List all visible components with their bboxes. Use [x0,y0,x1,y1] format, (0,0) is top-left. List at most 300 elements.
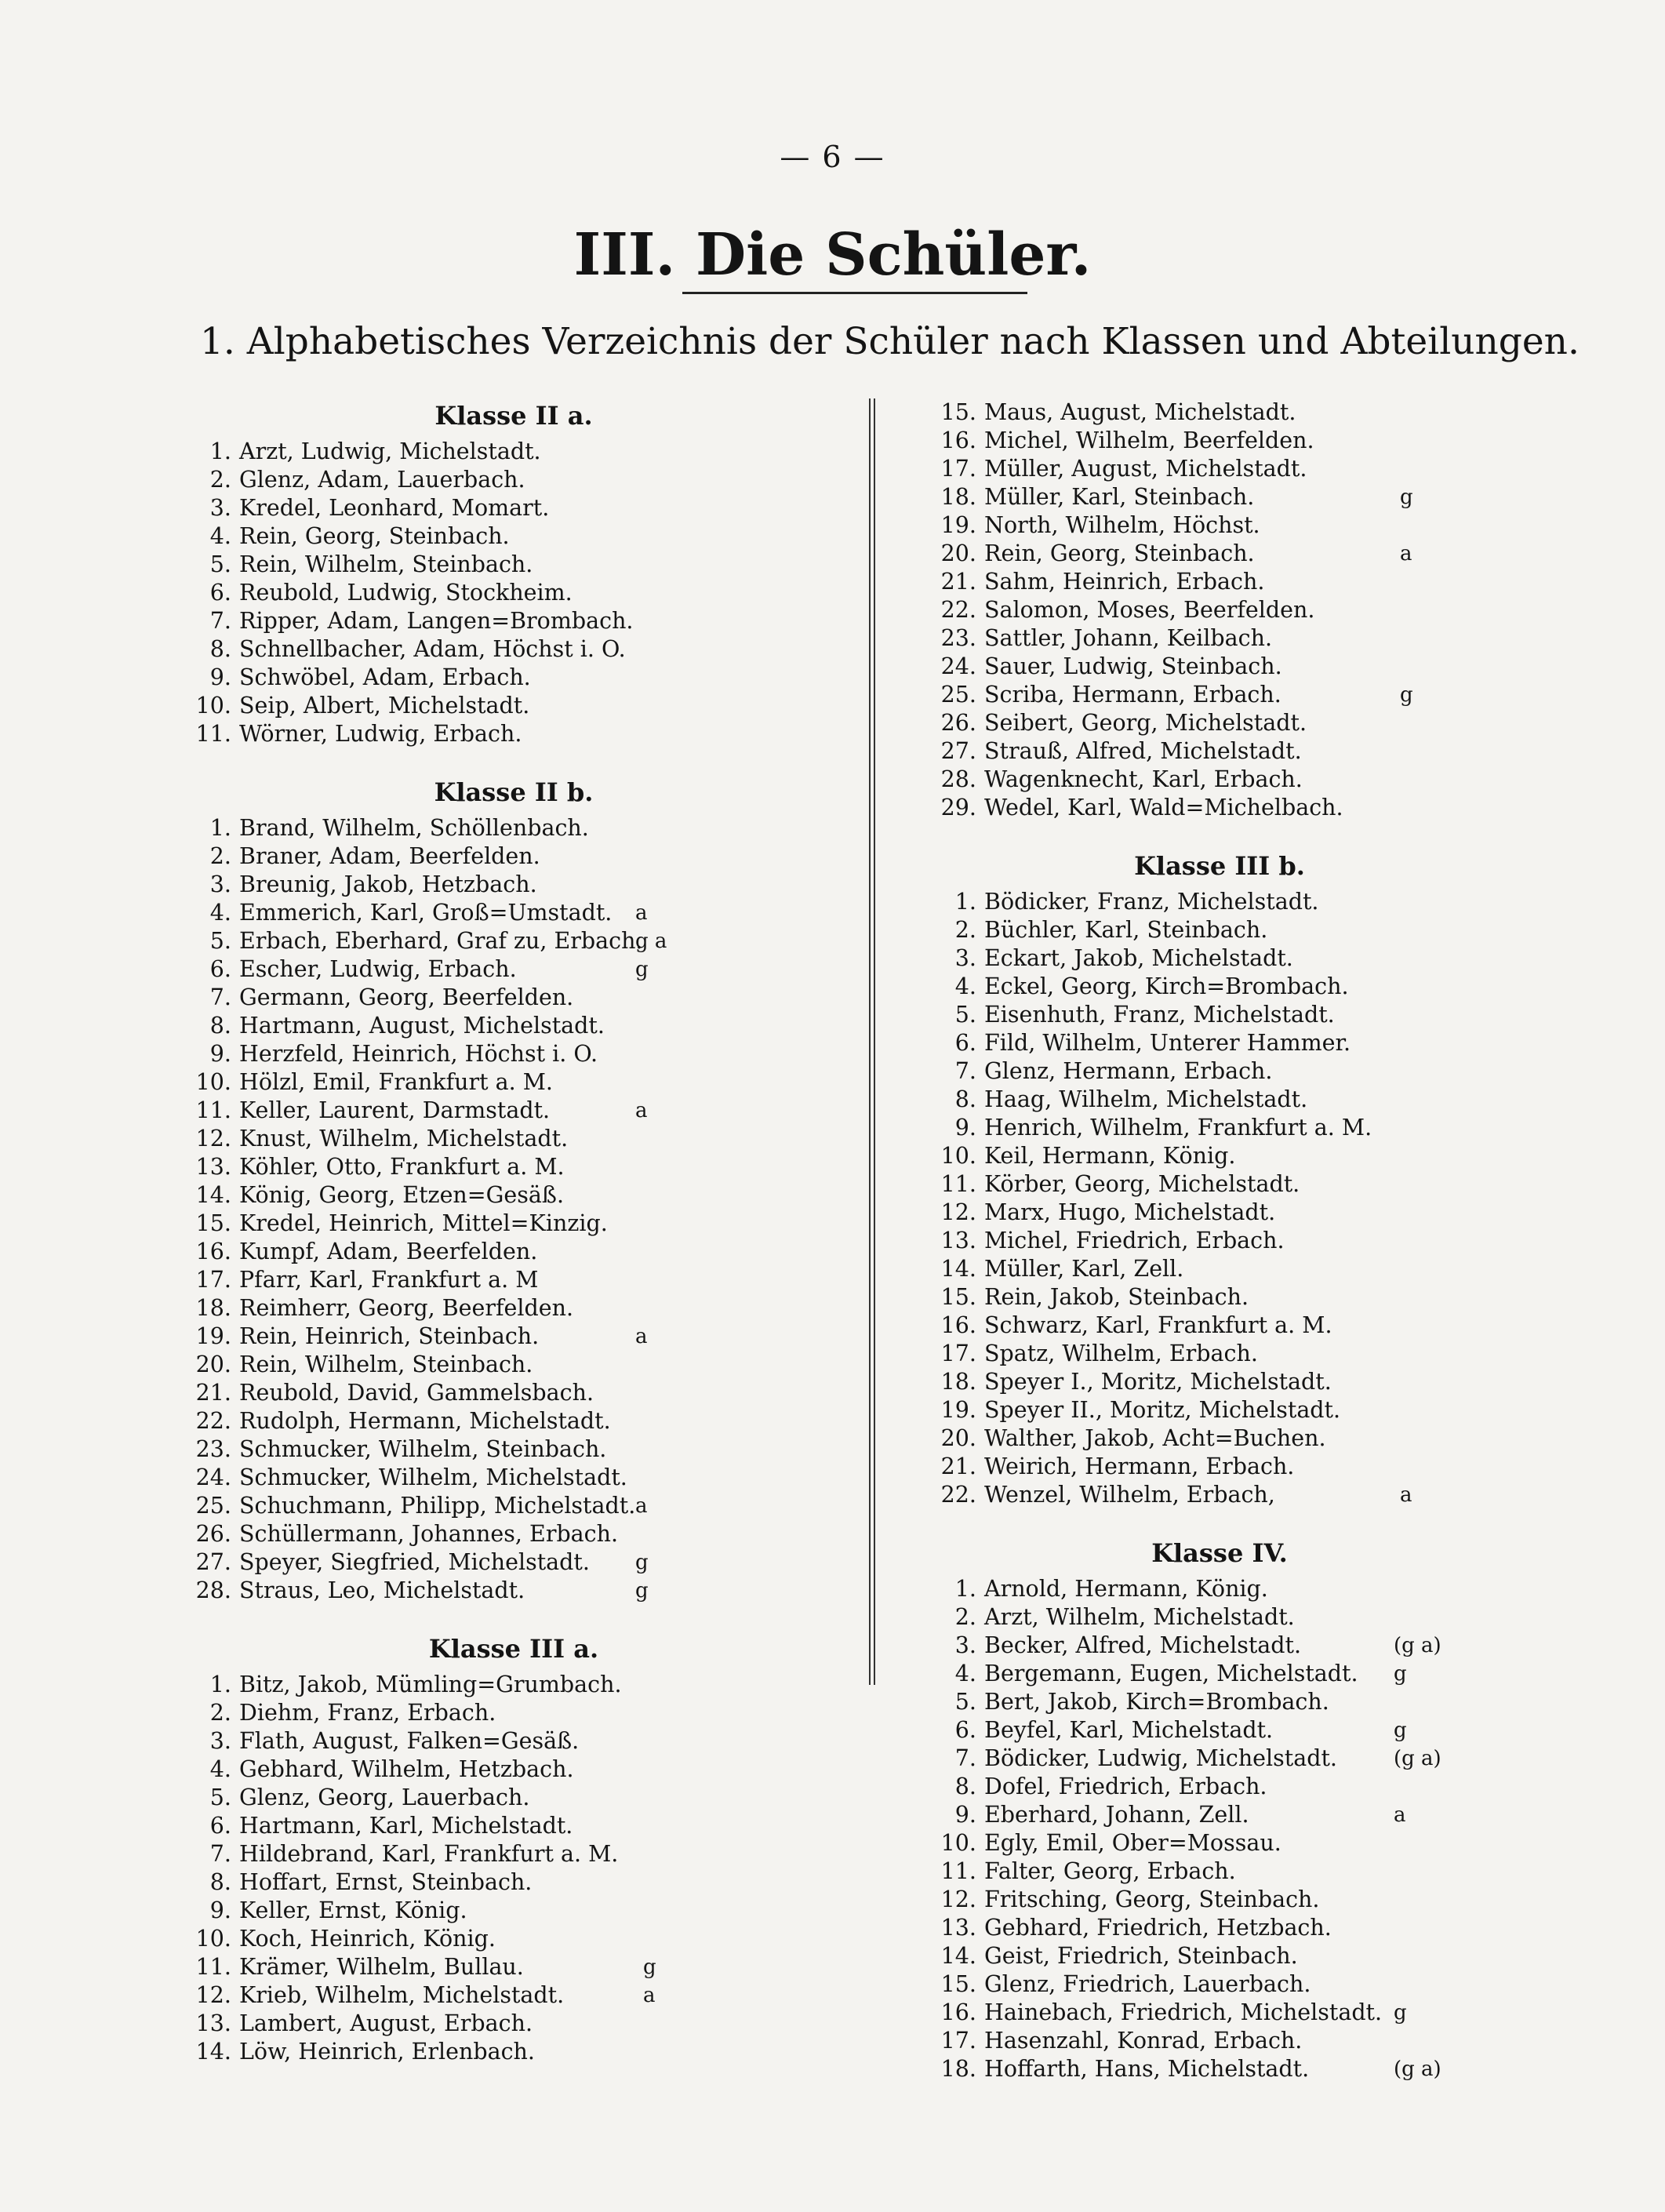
student-entry: Sattler, Johann, Keilbach. [984,625,1273,651]
student-number: 26. [940,710,976,736]
student-entry: Arzt, Ludwig, Michelstadt. [239,438,541,464]
student-number: 8. [209,1013,231,1039]
student-row [914,455,1525,483]
student-entry: Hasenzahl, Konrad, Erbach. [984,2028,1303,2054]
student-row [169,1727,859,1755]
student-row [169,1040,859,1068]
student-row [169,1322,859,1351]
student-number: 27. [195,1549,231,1575]
student-number: 9. [209,1897,231,1923]
student-number: 1. [209,438,231,464]
student-number: 11. [195,1097,231,1123]
student-row [914,1170,1525,1199]
class-heading-IIIb: Klasse III b. [1134,851,1305,881]
student-number: 1. [209,1672,231,1697]
student-row [914,2027,1525,2055]
class-heading-IIa: Klasse II a. [434,401,593,431]
student-number: 23. [940,625,976,651]
student-number: 20. [195,1352,231,1377]
student-row [914,1914,1525,1942]
student-entry: Escher, Ludwig, Erbach. [239,956,517,982]
student-number: 4. [209,523,231,549]
student-note-mark: a [635,1494,648,1518]
student-row [169,551,859,579]
student-row [169,1784,859,1812]
student-entry: Hartmann, Karl, Michelstadt. [239,1813,573,1839]
student-number: 21. [195,1380,231,1406]
student-entry: Spatz, Wilhelm, Erbach. [984,1341,1258,1366]
student-row [914,709,1525,737]
student-row [914,1632,1525,1660]
student-row [914,944,1525,973]
student-note-mark: a [643,1984,656,2007]
student-row [169,814,859,842]
student-entry: Kredel, Heinrich, Mittel=Kinzig. [239,1210,608,1236]
student-row [169,1351,859,1379]
student-entry: Schuchmann, Philipp, Michelstadt. [239,1493,636,1519]
student-number: 2. [209,843,231,869]
student-number: 22. [195,1408,231,1434]
student-list-IIIb [914,888,1525,1509]
student-row [914,1312,1525,1340]
student-entry: Salomon, Moses, Beerfelden. [984,597,1315,623]
student-row [914,1773,1525,1801]
student-number: 22. [940,1482,976,1508]
student-row [169,1068,859,1097]
student-row [169,2038,859,2066]
student-number: 14. [195,2039,231,2065]
student-number: 24. [195,1464,231,1490]
student-number: 7. [209,1841,231,1867]
student-entry: Strauß, Alfred, Michelstadt. [984,738,1302,764]
student-entry: Hartmann, August, Michelstadt. [239,1013,605,1039]
student-row [914,1114,1525,1142]
student-number: 20. [940,540,976,566]
student-row [914,1857,1525,1886]
student-entry: Sahm, Heinrich, Erbach. [984,569,1265,595]
student-entry: Eisenhuth, Franz, Michelstadt. [984,1002,1335,1028]
student-entry: Schmucker, Wilhelm, Michelstadt. [239,1464,627,1490]
student-row [169,1812,859,1840]
student-row [169,1238,859,1266]
student-number: 11. [940,1171,976,1197]
student-number: 25. [940,682,976,708]
student-row [169,579,859,607]
student-row [914,1829,1525,1857]
student-row [914,1970,1525,1999]
student-number: 3. [954,945,976,971]
student-number: 8. [209,1869,231,1895]
student-row [169,607,859,635]
student-entry: Schwöbel, Adam, Erbach. [239,664,531,690]
student-entry: Seip, Albert, Michelstadt. [239,693,530,719]
student-list-IIb [169,814,859,1605]
page-number: — 6 — [780,140,885,174]
student-number: 5. [209,551,231,577]
student-number: 5. [954,1002,976,1028]
student-entry: Bitz, Jakob, Mümling=Grumbach. [239,1672,622,1697]
student-row [914,1424,1525,1453]
student-entry: Keil, Hermann, König. [984,1143,1236,1169]
student-entry: Keller, Laurent, Darmstadt. [239,1097,551,1123]
student-row [914,540,1525,568]
student-number: 2. [209,1700,231,1726]
student-note-mark: g [1394,1719,1407,1742]
student-row [169,984,859,1012]
student-note-mark: g [1394,2001,1407,2025]
student-row [914,1001,1525,1029]
student-entry: Seibert, Georg, Michelstadt. [984,710,1307,736]
student-entry: Pfarr, Karl, Frankfurt a. M [239,1267,539,1293]
student-note-mark: a [635,901,648,925]
student-number: 16. [195,1239,231,1264]
student-note-mark: a [635,1099,648,1122]
student-number: 11. [195,1954,231,1980]
student-row [914,427,1525,455]
student-entry: Arnold, Hermann, König. [984,1576,1268,1602]
spacer [914,1509,1525,1533]
student-entry: Speyer II., Moritz, Michelstadt. [984,1397,1341,1423]
student-number: 13. [940,1915,976,1941]
student-row [914,1603,1525,1632]
student-entry: Breunig, Jakob, Hetzbach. [239,871,537,897]
student-entry: Becker, Alfred, Michelstadt. [984,1632,1302,1658]
student-row [914,916,1525,944]
student-number: 21. [940,569,976,595]
student-row [914,1396,1525,1424]
student-row [914,794,1525,822]
student-row [169,1925,859,1953]
student-number: 16. [940,1999,976,2025]
student-number: 9. [209,664,231,690]
student-number: 3. [209,495,231,521]
student-list-IIIa [169,1671,859,2066]
student-entry: Herzfeld, Heinrich, Höchst i. O. [239,1041,598,1067]
student-entry: Hildebrand, Karl, Frankfurt a. M. [239,1841,619,1867]
student-number: 6. [209,956,231,982]
student-row [914,2055,1525,2083]
student-entry: Sauer, Ludwig, Steinbach. [984,653,1282,679]
student-number: 12. [940,1199,976,1225]
student-row [914,1744,1525,1773]
student-row [169,842,859,871]
student-number: 6. [209,1813,231,1839]
student-entry: Wedel, Karl, Wald=Michelbach. [984,795,1343,820]
student-entry: König, Georg, Etzen=Gesäß. [239,1182,565,1208]
student-row [169,899,859,927]
student-entry: Körber, Georg, Michelstadt. [984,1171,1300,1197]
student-row [914,596,1525,624]
student-row [914,1688,1525,1716]
student-row [914,1340,1525,1368]
student-number: 26. [195,1521,231,1547]
student-number: 7. [209,984,231,1010]
student-entry: Glenz, Georg, Lauerbach. [239,1785,530,1810]
student-note-mark: a [1400,1483,1412,1507]
student-row [169,1097,859,1125]
student-note-mark: g a [635,930,667,953]
student-row [169,1153,859,1181]
student-entry: Henrich, Wilhelm, Frankfurt a. M. [984,1115,1372,1141]
student-row [914,1575,1525,1603]
student-note-mark: (g a) [1394,2057,1441,2081]
class-heading-IV: Klasse IV. [1151,1538,1288,1568]
student-number: 9. [209,1041,231,1067]
student-entry: Kredel, Leonhard, Momart. [239,495,550,521]
student-number: 5. [209,1785,231,1810]
student-number: 9. [954,1115,976,1141]
student-entry: Dofel, Friedrich, Erbach. [984,1774,1267,1799]
student-row [914,1999,1525,2027]
student-number: 27. [940,738,976,764]
student-note-mark: g [1400,486,1413,509]
student-entry: Walther, Jakob, Acht=Buchen. [984,1425,1326,1451]
student-number: 4. [954,973,976,999]
student-number: 15. [940,399,976,425]
student-entry: Braner, Adam, Beerfelden. [239,843,540,869]
student-entry: Arzt, Wilhelm, Michelstadt. [984,1604,1295,1630]
student-entry: Marx, Hugo, Michelstadt. [984,1199,1276,1225]
section-title: 1. Alphabetisches Verzeichnis der Schüler nach Klassen und Abteilungen. [200,320,1580,363]
student-row [914,483,1525,511]
student-row [169,466,859,494]
student-number: 17. [940,456,976,482]
student-entry: Koch, Heinrich, König. [239,1926,496,1952]
student-note-mark: a [1394,1803,1406,1827]
student-number: 10. [195,1069,231,1095]
student-row [914,1199,1525,1227]
student-number: 10. [940,1143,976,1169]
student-row [169,1577,859,1605]
student-number: 15. [195,1210,231,1236]
student-row [914,1942,1525,1970]
student-entry: Schmucker, Wilhelm, Steinbach. [239,1436,607,1462]
student-number: 12. [195,1982,231,2008]
student-entry: Hoffarth, Hans, Michelstadt. [984,2056,1310,2082]
student-row [914,624,1525,653]
student-entry: Fritsching, Georg, Steinbach. [984,1886,1320,1912]
student-number: 14. [940,1943,976,1969]
student-entry: Wörner, Ludwig, Erbach. [239,721,522,747]
student-row [914,888,1525,916]
student-row [169,1840,859,1868]
student-number: 19. [940,512,976,538]
student-entry: Rein, Jakob, Steinbach. [984,1284,1249,1310]
student-number: 17. [940,1341,976,1366]
spacer [169,1605,859,1628]
student-row [169,1868,859,1897]
student-row [169,1266,859,1294]
student-entry: Falter, Georg, Erbach. [984,1858,1236,1884]
student-number: 1. [954,889,976,915]
student-row [169,1125,859,1153]
student-row [914,1057,1525,1086]
student-entry: Michel, Friedrich, Erbach. [984,1228,1285,1253]
student-number: 5. [954,1689,976,1715]
student-entry: Beyfel, Karl, Michelstadt. [984,1717,1274,1743]
student-row [169,720,859,748]
student-number: 3. [954,1632,976,1658]
student-note-mark: g [635,1579,649,1603]
student-note-mark: a [1400,542,1412,566]
student-number: 6. [954,1717,976,1743]
chapter-title-rule [682,292,1027,294]
student-entry: Rein, Heinrich, Steinbach. [239,1323,540,1349]
student-number: 13. [940,1228,976,1253]
student-entry: Müller, Karl, Zell. [984,1256,1184,1282]
student-note-mark: a [635,1325,648,1348]
student-number: 12. [195,1126,231,1151]
student-number: 1. [209,815,231,841]
student-number: 3. [209,871,231,897]
student-row [914,511,1525,540]
student-entry: Bödicker, Ludwig, Michelstadt. [984,1745,1337,1771]
student-entry: Hoffart, Ernst, Steinbach. [239,1869,533,1895]
student-number: 15. [940,1284,976,1310]
student-row [914,1142,1525,1170]
student-entry: Müller, August, Michelstadt. [984,456,1307,482]
student-entry: Erbach, Eberhard, Graf zu, Erbach. [239,928,643,954]
student-row [914,1029,1525,1057]
student-number: 29. [940,795,976,820]
student-row [169,1012,859,1040]
student-entry: Krämer, Wilhelm, Bullau. [239,1954,524,1980]
student-row [169,1671,859,1699]
student-entry: Rein, Wilhelm, Steinbach. [239,1352,533,1377]
student-entry: Keller, Ernst, König. [239,1897,467,1923]
student-number: 18. [940,484,976,510]
student-entry: Bödicker, Franz, Michelstadt. [984,889,1319,915]
student-number: 4. [954,1661,976,1686]
student-row [169,1492,859,1520]
student-entry: Germann, Georg, Beerfelden. [239,984,574,1010]
student-number: 11. [940,1858,976,1884]
student-number: 17. [195,1267,231,1293]
student-number: 2. [954,917,976,943]
student-row [169,955,859,984]
student-note-mark: g [635,958,649,981]
student-row [169,1897,859,1925]
student-entry: Reimherr, Georg, Beerfelden. [239,1295,574,1321]
student-entry: Diehm, Franz, Erbach. [239,1700,496,1726]
student-row [169,2010,859,2038]
student-note-mark: g [1400,683,1413,707]
student-number: 14. [940,1256,976,1282]
student-row [914,398,1525,427]
student-number: 8. [954,1774,976,1799]
student-row [169,1435,859,1464]
spacer [169,748,859,772]
student-row [169,522,859,551]
student-entry: Flath, August, Falken=Gesäß. [239,1728,580,1754]
student-number: 11. [195,721,231,747]
student-row [914,1368,1525,1396]
student-entry: Glenz, Friedrich, Lauerbach. [984,1971,1311,1997]
student-number: 8. [954,1086,976,1112]
student-entry: Scriba, Hermann, Erbach. [984,682,1281,708]
student-number: 10. [940,1830,976,1856]
student-row [914,1716,1525,1744]
class-heading-IIIa: Klasse III a. [428,1634,599,1664]
student-row [914,737,1525,766]
student-entry: Hainebach, Friedrich, Michelstadt. [984,1999,1383,2025]
student-row [169,871,859,899]
student-number: 7. [209,608,231,634]
student-list-IIIa-continued [914,398,1525,822]
student-entry: Emmerich, Karl, Groß=Umstadt. [239,900,613,926]
student-entry: Weirich, Hermann, Erbach. [984,1453,1295,1479]
student-number: 19. [940,1397,976,1423]
student-row [169,1981,859,2010]
student-entry: Rein, Georg, Steinbach. [984,540,1255,566]
student-number: 18. [195,1295,231,1321]
student-row [914,568,1525,596]
student-entry: Schüllermann, Johannes, Erbach. [239,1521,619,1547]
student-row [914,1255,1525,1283]
student-row [169,1294,859,1322]
student-entry: Brand, Wilhelm, Schöllenbach. [239,815,589,841]
student-number: 28. [940,766,976,792]
column-divider [874,398,875,1685]
student-row [169,1379,859,1407]
student-note-mark: (g a) [1394,1634,1441,1657]
student-entry: Speyer I., Moritz, Michelstadt. [984,1369,1332,1395]
student-number: 16. [940,427,976,453]
column-divider [869,398,871,1685]
student-number: 4. [209,1756,231,1782]
student-entry: Ripper, Adam, Langen=Brombach. [239,608,634,634]
right-column [914,398,1525,2083]
student-entry: Eberhard, Johann, Zell. [984,1802,1249,1828]
student-row [169,927,859,955]
student-entry: Schwarz, Karl, Frankfurt a. M. [984,1312,1332,1338]
student-number: 23. [195,1436,231,1462]
student-number: 19. [195,1323,231,1349]
student-entry: Knust, Wilhelm, Michelstadt. [239,1126,569,1151]
student-number: 20. [940,1425,976,1451]
student-entry: Glenz, Hermann, Erbach. [984,1058,1273,1084]
student-row [914,1086,1525,1114]
student-number: 10. [195,693,231,719]
student-note-mark: g [643,1956,656,1979]
student-entry: Bergemann, Eugen, Michelstadt. [984,1661,1358,1686]
spacer [914,822,1525,846]
student-entry: Rein, Georg, Steinbach. [239,523,510,549]
student-row [914,653,1525,681]
student-number: 4. [209,900,231,926]
student-entry: Wagenknecht, Karl, Erbach. [984,766,1303,792]
student-number: 22. [940,597,976,623]
student-entry: Lambert, August, Erbach. [239,2010,533,2036]
student-row [169,1520,859,1548]
student-number: 1. [954,1576,976,1602]
student-row [169,1464,859,1492]
student-number: 9. [954,1802,976,1828]
student-row [914,973,1525,1001]
student-number: 15. [940,1971,976,1997]
student-number: 17. [940,2028,976,2054]
student-number: 12. [940,1886,976,1912]
student-list-IIa [169,438,859,748]
student-entry: Gebhard, Wilhelm, Hetzbach. [239,1756,574,1782]
student-row [914,1481,1525,1509]
student-number: 8. [209,636,231,662]
left-column [169,398,859,2066]
student-note-mark: g [1394,1662,1407,1686]
student-row [169,664,859,692]
student-entry: Kumpf, Adam, Beerfelden. [239,1239,538,1264]
student-entry: Gebhard, Friedrich, Hetzbach. [984,1915,1332,1941]
